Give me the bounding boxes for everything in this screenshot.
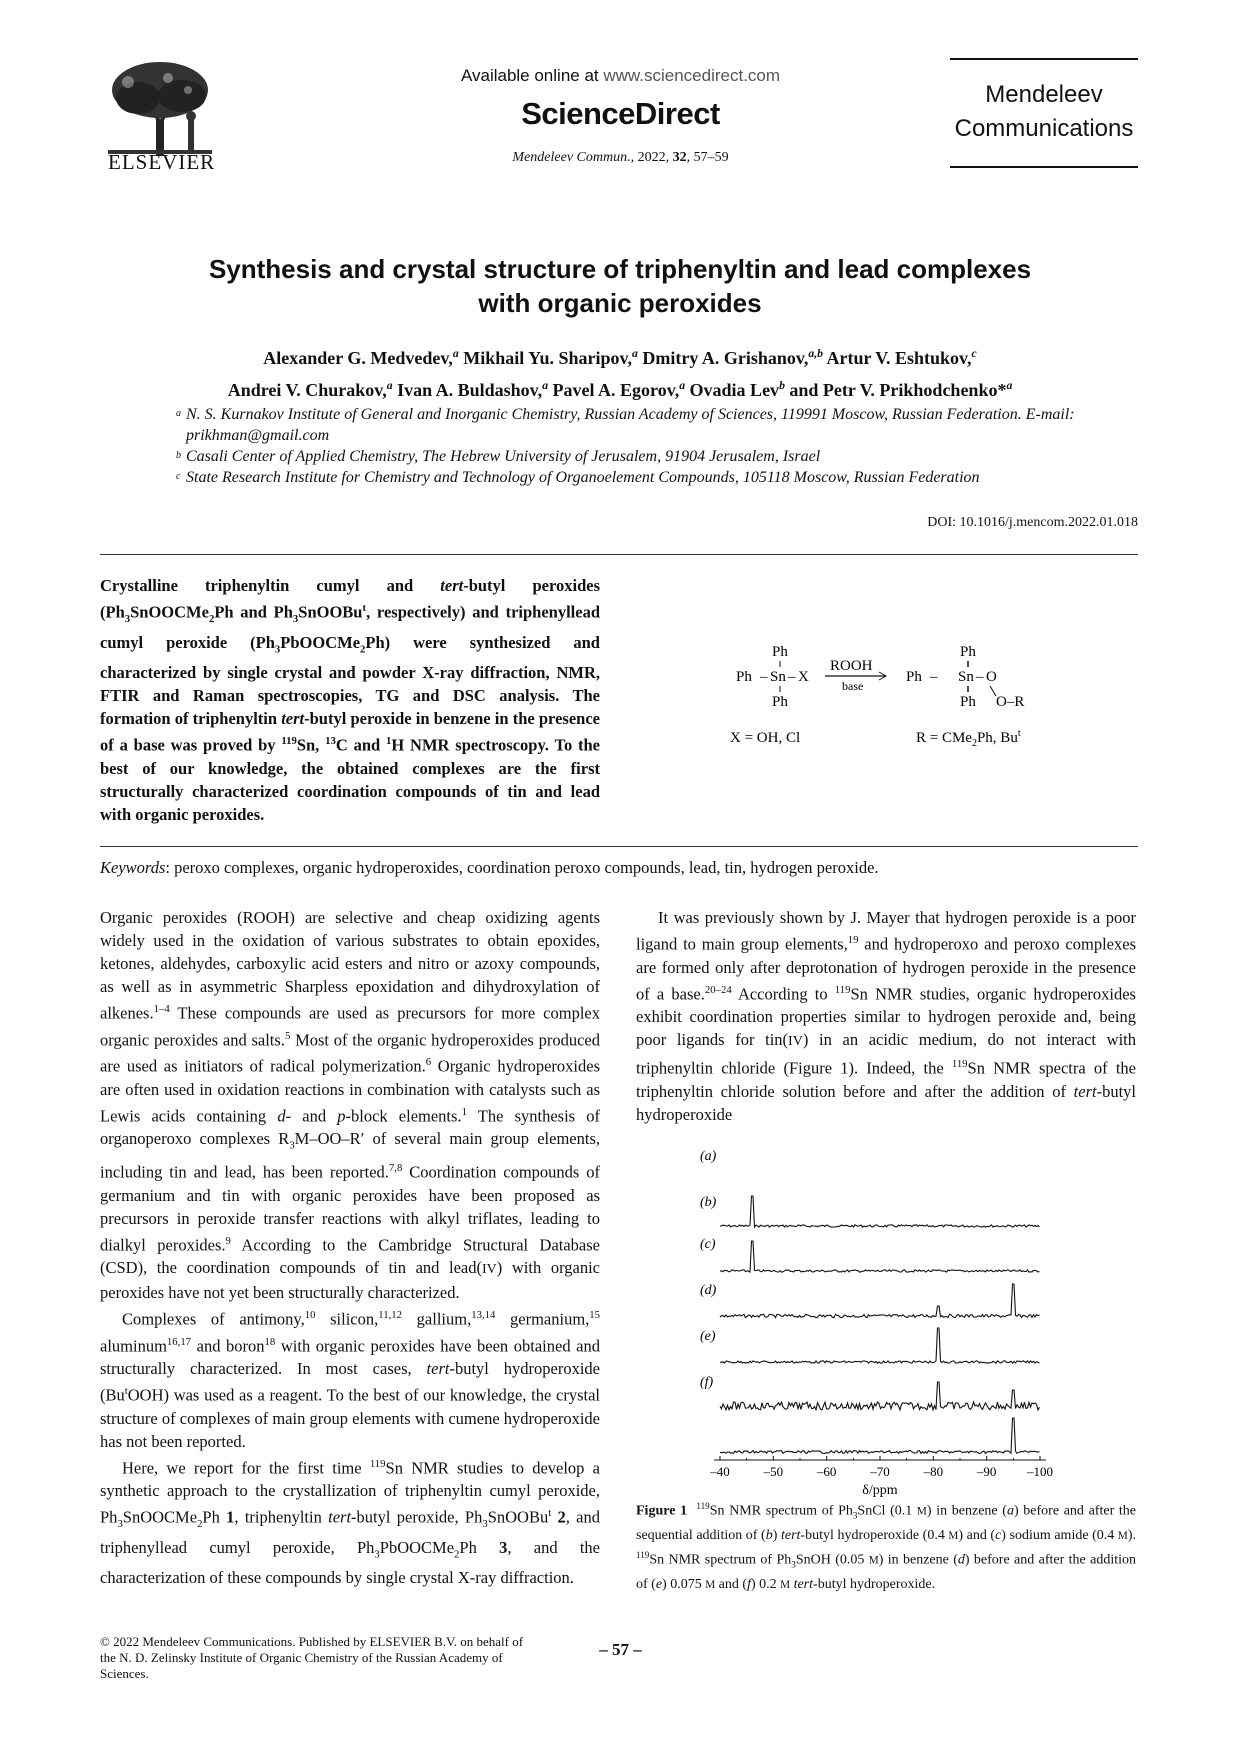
spectrum-trace bbox=[720, 1418, 1040, 1453]
x-tick-label: –60 bbox=[816, 1464, 837, 1479]
scheme-ph-bottom-left: Ph bbox=[772, 694, 788, 710]
title-line-2: with organic peroxides bbox=[478, 288, 762, 318]
affiliation-mark: b bbox=[176, 450, 181, 461]
panel-label: (e) bbox=[700, 1329, 716, 1344]
author-list: Alexander G. Medvedev,$^a$ Mikhail Yu. Sharipov,$^a$ Dmitry A. Grishanov,$^{a,b}$ Artur V. Eshtukov,$^c$ Andrei V. Churakov,$^a$ Ivan A. Buldashov,$^a$ Pavel A. Egorov,$^a$ Ovadia Lev$^b$ and Petr V. Prikhodchenko*$^a$ bbox=[227, 347, 1013, 400]
panel-label: (c) bbox=[700, 1237, 716, 1252]
journal-name-box bbox=[950, 58, 1138, 168]
citation-journal: Mendeleev Commun. bbox=[512, 150, 631, 165]
spectrum-trace bbox=[720, 1196, 1040, 1227]
affiliation-text: Casali Center of Applied Chemistry, The Hebrew University of Jerusalem, 91904 Jerusalem, Israel bbox=[186, 448, 821, 465]
scheme-condition: base bbox=[842, 679, 864, 693]
scheme-o: O bbox=[986, 669, 997, 685]
scheme-or: O–R bbox=[996, 694, 1025, 710]
journal-name-line1: Mendeleev bbox=[985, 81, 1103, 108]
svg-text:–: – bbox=[930, 669, 938, 685]
spectrum-trace bbox=[720, 1328, 1040, 1363]
affiliation-a bbox=[176, 404, 1086, 446]
doi-link[interactable]: DOI: 10.1016/j.mencom.2022.01.018 bbox=[927, 515, 1138, 530]
svg-text:–: – bbox=[976, 669, 984, 685]
body-left-column bbox=[100, 906, 600, 1589]
scheme-sn-left: Sn bbox=[770, 669, 786, 685]
scheme-ph-top-right: Ph bbox=[960, 644, 976, 660]
keywords bbox=[100, 858, 1140, 878]
scheme-x: X bbox=[798, 669, 809, 685]
elsevier-logo-text: ELSEVIER bbox=[108, 150, 216, 174]
scheme-ph-right: Ph bbox=[906, 669, 922, 685]
spectrum-trace bbox=[720, 1241, 1040, 1272]
x-tick-label: –100 bbox=[1027, 1464, 1053, 1479]
affiliation-text: State Research Institute for Chemistry and Technology of Organoelement Compounds, 105118 Moscow, Russian Federation bbox=[186, 469, 980, 486]
panel-label: (b) bbox=[700, 1195, 717, 1210]
figure-1-caption: Figure 1 $^{119}$Sn NMR spectrum of $Ph_3SnCl$ (0.1 M) in benzene (a) before and after the sequential addition of (b) tert-butyl hydroperoxide (0.4 M) and (c) sodium amide (0.4 M). $^{119}$Sn NMR spectrum of $Ph_3SnOH$ (0.05 M) in benzene (d) before and after the addition of (e) 0.075 M and (f) 0.2 M tert-butyl hydroperoxide. bbox=[636, 1501, 1137, 1593]
paragraph-2: Complexes of antimony,$^{10}$ silicon,$^{11,12}$ gallium,$^{13,14}$ germanium,$^{15}$ aluminum$^{16,17}$ and boron$^{18}$ with organic peroxides have been obtained and structurally characterized. In most cases, tert-butyl hydroperoxide (Bu$^t$OOH) was used as a reagent. To the best of our knowledge, the crystal structure of complexes of main group elements with cumene hydroperoxide has not been reported. bbox=[100, 1309, 600, 1451]
citation-volume: 32 bbox=[672, 150, 687, 165]
paragraph-4: It was previously shown by J. Mayer that hydrogen peroxide is a poor ligand to main group elements,$^{19}$ and hydroperoxo and peroxo complexes are formed only after deprotonation of hydrogen peroxide in the presence of a base.$^{20-24}$ According to $^{119}$Sn NMR studies, organic hydroperoxides exhibit coordination properties similar to hydrogen peroxide and, being poor ligands for tin(IV) in an acidic medium, do not interact with triphenyltin chloride (Figure 1). Indeed, the $^{119}$Sn NMR spectra of the triphenyltin chloride solution before and after the addition of tert-butyl hydroperoxide bbox=[636, 908, 1136, 1124]
abstract: Crystalline triphenyltin cumyl and tert-butyl peroxides ($Ph_3SnOOCMe_2Ph$ and $Ph_3SnOOBu^t$, respectively) and triphenyllead cumyl peroxide $(Ph_3PbOOCMe_2Ph)$ were synthesized and characterized by single crystal and powder X-ray diffraction, NMR, FTIR and Raman spectroscopies, TG and DSC analysis. The formation of triphenyltin tert-butyl peroxide in benzene in the presence of a base was proved by $^{119}$Sn, $^{13}$C and $^1$H NMR spectroscopy. To the best of our knowledge, the obtained complexes are the first structurally characterized coordination compounds of tin and lead with organic peroxides. bbox=[100, 576, 601, 824]
figure-1-nmr-spectra bbox=[700, 1136, 1060, 1506]
affiliation-c bbox=[176, 467, 1086, 488]
scheme-sn-right: Sn bbox=[958, 669, 974, 685]
x-tick-label: –70 bbox=[870, 1464, 890, 1479]
article-title bbox=[120, 252, 1120, 320]
svg-text:–: – bbox=[760, 669, 768, 685]
affiliation-text: N. S. Kurnakov Institute of General and Inorganic Chemistry, Russian Academy of Sciences, 119991 Moscow, Russian Federation. E-mail: prikhman@gmail.com bbox=[186, 406, 1075, 444]
scheme-ph-left: Ph bbox=[736, 669, 752, 685]
spectrum-trace bbox=[720, 1284, 1040, 1318]
x-tick-label: –50 bbox=[763, 1464, 784, 1479]
spectrum-trace bbox=[720, 1382, 1040, 1410]
keywords-text: : peroxo complexes, organic hydroperoxides, coordination peroxo compounds, lead, tin, hydrogen peroxide. bbox=[165, 858, 879, 877]
sciencedirect-link[interactable]: www.sciencedirect.com bbox=[603, 66, 781, 85]
scheme-x-definition: X = OH, Cl bbox=[730, 730, 801, 746]
affiliation-mark: c bbox=[176, 471, 181, 482]
title-line-1: Synthesis and crystal structure of triphenyltin and lead complexes bbox=[208, 254, 1032, 284]
panel-label: (f) bbox=[700, 1375, 714, 1390]
body-right-column bbox=[636, 906, 1136, 1126]
x-tick-label: –90 bbox=[976, 1464, 997, 1479]
keywords-label: Keywords bbox=[100, 858, 166, 877]
available-prefix: Available online at bbox=[460, 66, 599, 85]
svg-text:–: – bbox=[788, 669, 796, 685]
reaction-scheme bbox=[720, 640, 1060, 750]
panel-label: (a) bbox=[700, 1149, 717, 1164]
journal-citation: Mendeleev Commun., 2022, 32, 57–59 bbox=[512, 150, 729, 165]
scheme-ph-bottom-right: Ph bbox=[960, 694, 976, 710]
paragraph-3: Here, we report for the first time $^{119}$Sn NMR studies to develop a synthetic approach to the crystallization of triphenyltin cumyl peroxide, $Ph_3SnOOCMe_2Ph$ 1, triphenyltin tert-butyl peroxide, $Ph_3SnOOBu^t$ 2, and triphenyllead cumyl peroxide, $Ph_3PbOOCMe_2Ph$ 3, and the characterization of these compounds by single crystal X-ray diffraction. bbox=[100, 1457, 600, 1588]
copyright-footer: © 2022 Mendeleev Communications. Published by ELSEVIER B.V. on behalf of the N. D. Zelinsky Institute of Organic Chemistry of the Russian Academy of Sciences. bbox=[100, 1634, 524, 1681]
page-number: – 57 – bbox=[599, 1640, 642, 1659]
scheme-ph-top-left: Ph bbox=[772, 644, 788, 660]
scheme-reagent: ROOH bbox=[830, 658, 873, 674]
x-tick-label: –80 bbox=[923, 1464, 944, 1479]
divider-bottom bbox=[100, 846, 1138, 847]
paragraph-1: Organic peroxides (ROOH) are selective and cheap oxidizing agents widely used in the oxidation of various substrates to obtain epoxides, ketones, aldehydes, carboxylic acid esters and nitro or azoxy compounds, as well as in asymmetric Sharpless epoxidation and dihydroxylation of alkenes.$^{1-4}$ These compounds are used as precursors for more complex organic peroxides and salts.$^5$ Most of the organic hydroperoxides produced are used as initiators of radical polymerization.$^6$ Organic hydroperoxides are often used in oxidation reactions in combination with catalysts such as Lewis acids containing d- and p-block elements.$^1$ The synthesis of organoperoxo complexes $R_3M-OO-R'$ of several main group elements, including tin and lead, has been reported.$^{7,8}$ Coordination compounds of germanium and tin with organic peroxides have been proposed as precursors in peroxide transfer reactions with alkyl triflates, leading to dialkyl peroxides.$^9$ According to the Cambridge Structural Database (CSD), the coordination compounds of tin and lead(IV) with organic peroxides have not yet been structurally characterized. bbox=[100, 908, 601, 1303]
x-tick-label: –40 bbox=[710, 1464, 730, 1479]
caption-label: Figure 1 bbox=[636, 1503, 688, 1519]
citation-year: 2022 bbox=[637, 150, 666, 165]
affiliation-b bbox=[176, 446, 1086, 467]
divider-top bbox=[100, 554, 1138, 555]
scheme-r-definition: R = CMe$_2$Ph, Bu$^t$ bbox=[916, 728, 1021, 749]
affiliation-mark: a bbox=[176, 408, 181, 419]
citation-pages: 57–59 bbox=[693, 150, 729, 165]
sciencedirect-logo: ScienceDirect bbox=[521, 96, 720, 131]
panel-label: (d) bbox=[700, 1283, 717, 1298]
x-axis-label: δ/ppm bbox=[862, 1483, 898, 1498]
journal-name-line2: Communications bbox=[954, 115, 1134, 142]
